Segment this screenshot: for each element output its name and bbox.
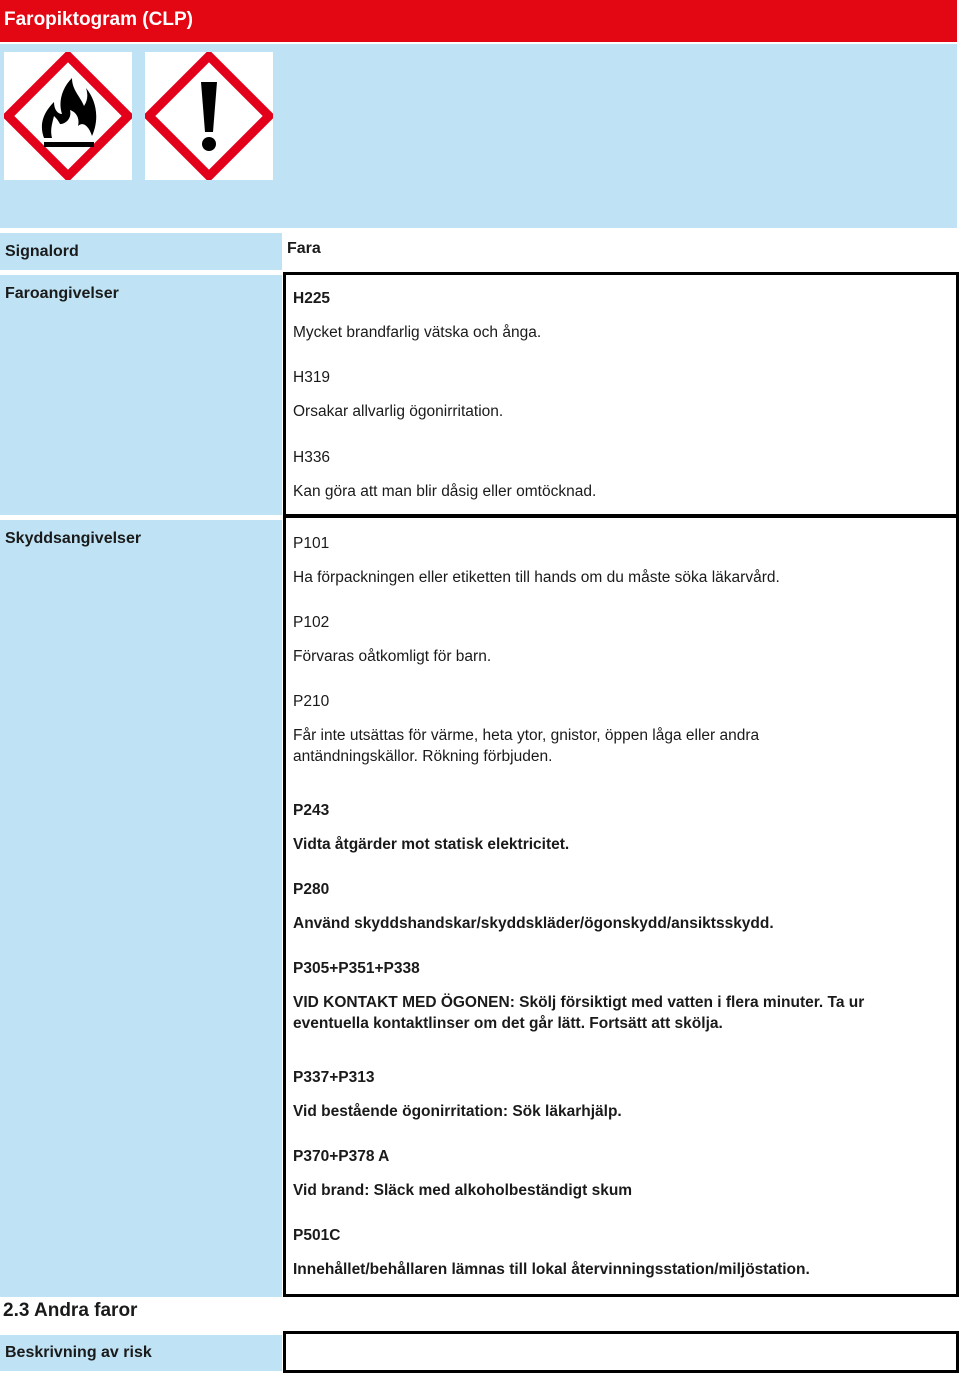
section-title: Faropiktogram (CLP) — [4, 9, 193, 30]
hazard-text: Kan göra att man blir dåsig eller omtöcknad. — [293, 483, 597, 500]
precaution-text: Vidta åtgärder mot statisk elektricitet. — [293, 836, 570, 853]
precaution-code: P101 — [293, 535, 330, 552]
precaution-code: P280 — [293, 881, 330, 898]
precaution-text: eventuella kontaktlinser om det går lätt. Fortsätt att skölja. — [293, 1015, 723, 1032]
precaution-text: Vid bestående ögonirritation: Sök läkarhjälp. — [293, 1103, 622, 1120]
faroangivelser-box — [283, 272, 959, 517]
hazard-text: Mycket brandfarlig vätska och ånga. — [293, 324, 542, 341]
precaution-text: Ha förpackningen eller etiketten till hands om du måste söka läkarvård. — [293, 569, 780, 586]
pictogram-band — [0, 44, 957, 228]
precaution-text: Innehållet/behållaren lämnas till lokal återvinningsstation/miljöstation. — [293, 1261, 810, 1278]
skyddsangivelser-label: Skyddsangivelser — [5, 530, 142, 547]
precaution-text: Använd skyddshandskar/skyddskläder/ögonskydd/ansiktsskydd. — [293, 915, 774, 932]
precaution-code: P305+P351+P338 — [293, 960, 420, 977]
exclamation-icon — [145, 52, 273, 180]
precaution-code: P210 — [293, 693, 330, 710]
precaution-text: Förvaras oåtkomligt för barn. — [293, 648, 492, 665]
precaution-text: Vid brand: Släck med alkoholbeständigt skum — [293, 1182, 633, 1199]
faroangivelser-label-cell — [0, 275, 282, 515]
precaution-text: Får inte utsättas för värme, heta ytor, gnistor, öppen låga eller andra — [293, 727, 760, 744]
skyddsangivelser-box — [283, 515, 959, 1297]
beskrivning-box — [283, 1331, 959, 1373]
signalord-label: Signalord — [5, 243, 79, 260]
hazard-code: H225 — [293, 290, 331, 307]
precaution-code: P102 — [293, 614, 330, 631]
hazard-code: H319 — [293, 369, 331, 386]
precaution-code: P243 — [293, 802, 330, 819]
hazard-text: Orsakar allvarlig ögonirritation. — [293, 403, 504, 420]
precaution-code: P370+P378 A — [293, 1148, 390, 1165]
faroangivelser-label: Faroangivelser — [5, 285, 119, 302]
hazard-code: H336 — [293, 449, 331, 466]
signalord-value: Fara — [287, 240, 321, 257]
beskrivning-label-cell — [0, 1335, 282, 1371]
precaution-code: P501C — [293, 1227, 341, 1244]
precaution-code: P337+P313 — [293, 1069, 375, 1086]
beskrivning-label: Beskrivning av risk — [5, 1344, 152, 1361]
precaution-text: VID KONTAKT MED ÖGONEN: Skölj försiktigt med vatten i flera minuter. Ta ur — [293, 994, 865, 1011]
precaution-text: antändningskällor. Rökning förbjuden. — [293, 748, 553, 765]
section-header — [0, 0, 957, 42]
flame-icon — [4, 52, 132, 180]
signalord-label-cell — [0, 233, 282, 270]
section-heading: 2.3 Andra faror — [3, 1300, 138, 1321]
skyddsangivelser-label-cell — [0, 520, 282, 1297]
